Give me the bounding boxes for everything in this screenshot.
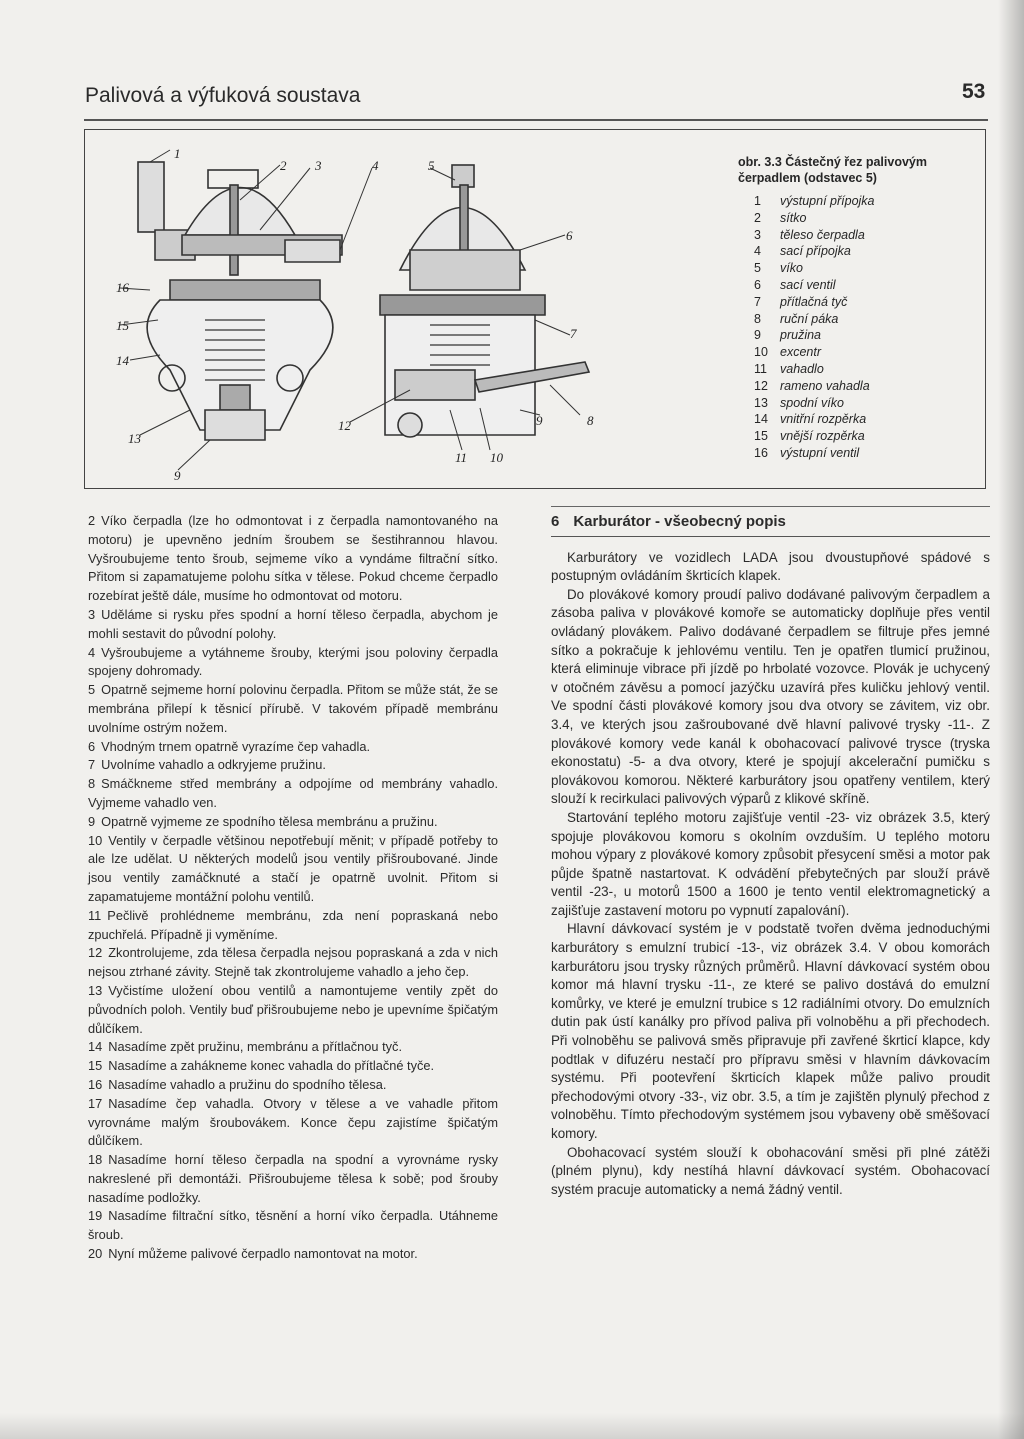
- step-number: 9: [88, 813, 96, 829]
- step-number: 11: [88, 907, 102, 923]
- running-header-title: Palivová a výfuková soustava: [85, 84, 361, 107]
- legend-text: rameno vahadla: [780, 378, 870, 393]
- section-heading: [551, 513, 990, 532]
- section-top-rule: [551, 506, 990, 507]
- legend-text: víko: [780, 261, 803, 276]
- header-rule: [84, 119, 988, 121]
- step-text: Zkontrolujeme, zda tělesa čerpadla nejsou popraskaná a zda v nich nejsou ztrhané závity. Stejně tak zkontrolujeme vahadlo a jeho čep.: [88, 945, 498, 980]
- legend-number: 15: [754, 429, 768, 444]
- step-text: Nyní můžeme palivové čerpadlo namontovat na motor.: [108, 1246, 418, 1262]
- step-text: Nasadíme vahadlo a pružinu do spodního tělesa.: [108, 1076, 387, 1092]
- step-number: 3: [88, 606, 96, 622]
- step-number: 12: [88, 945, 103, 961]
- body-paragraph: Karburátory ve vozidlech LADA jsou dvoustupňové spádové s postupným ovládáním škrticích klapek.: [551, 549, 990, 584]
- figure-legend: [754, 193, 954, 462]
- legend-item: [754, 311, 954, 328]
- legend-number: 8: [754, 311, 761, 326]
- step-number: 14: [88, 1039, 103, 1055]
- right-pump-section: [380, 165, 589, 437]
- callout-label: 11: [455, 450, 468, 465]
- callout-label: 1: [174, 146, 181, 161]
- legend-item: [754, 193, 954, 210]
- step-number: 10: [88, 832, 103, 848]
- fuel-pump-cutaway-drawing: [110, 140, 610, 485]
- callout-label: 6: [566, 228, 573, 243]
- step-text: Uděláme si rysku přes spodní a horní těleso čerpadla, abychom je mohli sestavit do původní polohy.: [88, 606, 498, 641]
- step-text: Nasadíme zpět pružinu, membránu a přítlačnou tyč.: [108, 1039, 402, 1055]
- step-paragraph: [88, 982, 498, 1038]
- step-number: 18: [88, 1152, 103, 1168]
- body-paragraph: Hlavní dávkovací systém je v podstatě tvořen dvěma jednoduchými karburátory s emulzní trubicí -13-, viz obrázek 3.4. V obou komorách karburátoru jsou trysky různých průměrů. Hlavní dávkovací systém obou komor má hlavní trysku -11-, ze které se palivo dostává do emulzní komůrky, ve které je emulzní trubice s 12 radiálními otvory. Do emulzních dutin pak ústí kanálky pro přívod paliva při volnoběhu a při přechodech. Při volnoběhu se palivová směs připravuje při zavřené škrticí klapce, kdy podtlak v difuzéru nestačí pro přípravu směsi v hlavním dávkovacím systému. Při pootevření škrticích klapek může palivo proudit přechodovými otvory -33-, viz obr. 3.5, a tím je zajištěn plynulý přechod z volnoběhu. Tímto přechodovým systémem jsou vybaveny obě směšovací komory.: [551, 921, 990, 1141]
- callout-label: 14: [116, 353, 129, 368]
- step-paragraph: [88, 1095, 498, 1151]
- legend-text: vahadlo: [780, 361, 824, 376]
- callout-label: 13: [128, 431, 141, 446]
- step-text: Opatrně vyjmeme ze spodního tělesa membránu a pružinu.: [101, 813, 438, 829]
- legend-text: spodní víko: [780, 395, 844, 410]
- legend-item: [754, 395, 954, 412]
- figure-caption: obr. 3.3 Částečný řez palivovým čerpadlem (odstavec 5): [738, 155, 927, 185]
- step-paragraph: [88, 775, 498, 813]
- legend-number: 14: [754, 412, 768, 427]
- step-text: Nasadíme filtrační sítko, těsnění a horní víko čerpadla. Utáhneme šroub.: [88, 1208, 498, 1243]
- step-paragraph: [88, 832, 498, 907]
- legend-item: [754, 344, 954, 361]
- callout-label: 9: [536, 413, 543, 428]
- step-number: 15: [88, 1058, 103, 1074]
- step-text: Vhodným trnem opatrně vyrazíme čep vahadla.: [101, 738, 370, 754]
- legend-text: vnější rozpěrka: [780, 429, 865, 444]
- legend-text: sací ventil: [780, 277, 836, 292]
- step-number: 2: [88, 513, 96, 528]
- step-number: 6: [88, 738, 96, 754]
- legend-number: 11: [754, 361, 767, 376]
- legend-number: 10: [754, 345, 768, 360]
- callout-label: 10: [490, 450, 503, 465]
- legend-number: 3: [754, 227, 761, 242]
- legend-number: 4: [754, 244, 761, 259]
- legend-number: 1: [754, 194, 761, 208]
- callout-label: 2: [280, 158, 287, 173]
- body-paragraph: Startování teplého motoru zajišťuje ventil -23- viz obrázek 3.5, který spojuje plovákovou komoru s okolním ovzduším. U teplého motoru mohou výpary z plovákové komory způsobit přesycení směsi a motor pak půjde špatně nastartovat. K odvádění přebytečných par slouží právě ventil -23-, u motorů 1500 a 1600 je tento ventil elektromagnetický a zajišťuje zastavení motoru po vypnutí zapalování).: [551, 809, 990, 918]
- legend-item: [754, 361, 954, 378]
- step-paragraph: [88, 738, 498, 757]
- legend-item: [754, 428, 954, 445]
- callout-label: 9: [174, 468, 181, 483]
- legend-number: 12: [754, 378, 768, 393]
- legend-text: pružina: [780, 328, 821, 343]
- callout-label: 5: [428, 158, 435, 173]
- legend-item: [754, 294, 954, 311]
- step-number: 19: [88, 1208, 103, 1224]
- step-number: 20: [88, 1246, 103, 1262]
- step-text: Nasadíme horní těleso čerpadla na spodní a vyrovnáme rysky nakreslené při demontáži. Přišroubujeme tělesa k sobě; pod šrouby nasadíme podložky.: [88, 1152, 498, 1205]
- legend-text: sítko: [780, 210, 807, 225]
- callout-label: 7: [570, 326, 577, 341]
- step-text: Víko čerpadla (lze ho odmontovat i z čerpadla namontovaného na motoru) je upevněno jedním šroubem se šestihrannou hlavou. Vyšroubujeme tento šroub, sejmeme víko a vyndáme filtrační sítko. Přitom si zapamatujeme polohu sítka v tělese. Pokud chceme čerpadlo rozebírat ještě dále, musíme ho odmontovat od motoru.: [88, 513, 498, 604]
- step-text: Opatrně sejmeme horní polovinu čerpadla. Přitom se může stát, že se membrána přilepí k těsnicí přírubě. V takovém případě membránu uvolníme ostrým nožem.: [88, 682, 498, 735]
- page-edge-shadow: [998, 0, 1024, 1439]
- legend-number: 13: [754, 395, 768, 410]
- step-paragraph: [88, 606, 498, 644]
- step-paragraph: [88, 907, 498, 945]
- legend-text: výstupní ventil: [780, 445, 860, 460]
- legend-text: ruční páka: [780, 311, 839, 326]
- step-number: 4: [88, 644, 96, 660]
- step-number: 13: [88, 982, 103, 998]
- legend-item: [754, 327, 954, 344]
- step-paragraph: [88, 756, 498, 775]
- callout-label: 16: [116, 280, 129, 295]
- legend-text: těleso čerpadla: [780, 227, 865, 242]
- legend-text: výstupní přípojka: [780, 194, 875, 208]
- step-text: Vyčistíme uložení obou ventilů a namontujeme ventily zpět do původních poloh. Ventily buď přišroubujeme nebo je upevníme špičatým důlčíkem.: [88, 982, 498, 1036]
- page-bottom-shadow: [0, 1413, 1024, 1439]
- legend-item: [754, 260, 954, 277]
- step-paragraph: [88, 1038, 498, 1057]
- body-paragraph: Obohacovací systém slouží k obohacování směsi při plné zátěži (plném plynu), kdy nestíhá hlavní dávkovací systém. Obohacovací systém pracuje automaticky a nemá žádný ventil.: [551, 1144, 990, 1197]
- section-number: 6: [551, 513, 560, 530]
- step-paragraph: [88, 1076, 498, 1095]
- legend-item: [754, 445, 954, 462]
- step-paragraph: [88, 681, 498, 737]
- legend-item: [754, 277, 954, 294]
- section-title: Karburátor - všeobecný popis: [573, 513, 786, 530]
- legend-number: 6: [754, 277, 761, 292]
- step-number: 8: [88, 776, 96, 792]
- step-text: Nasadíme a zaháknemе konec vahadla do přítlačné tyče.: [108, 1058, 435, 1074]
- legend-number: 16: [754, 445, 768, 460]
- step-text: Pečlivě prohlédneme membránu, zda není popraskaná nebo zpuchřelá. Případně ji vyměníme.: [88, 907, 498, 942]
- callout-label: 4: [372, 158, 379, 173]
- step-text: Nasadíme čep vahadla. Otvory v tělese a ve vahadle přitom vyrovnáme malým šroubovákem. Konce čepu zajistíme špičatým důlčíkem.: [88, 1095, 498, 1149]
- step-text: Vyšroubujeme a vytáhneme šrouby, kterými jsou poloviny čerpadla spojeny dohromady.: [88, 644, 498, 679]
- callout-label: 8: [587, 413, 594, 428]
- step-number: 7: [88, 757, 96, 773]
- step-paragraph: [88, 1057, 498, 1076]
- legend-number: 2: [754, 210, 761, 225]
- legend-item: [754, 411, 954, 428]
- callout-label: 12: [338, 418, 351, 433]
- left-pump-section: [138, 162, 342, 440]
- legend-text: sací přípojka: [780, 244, 851, 259]
- legend-number: 9: [754, 328, 761, 343]
- section-bottom-rule: [551, 536, 990, 537]
- legend-item: [754, 378, 954, 395]
- right-column-section: [551, 506, 990, 1199]
- step-number: 16: [88, 1076, 103, 1092]
- step-text: Ventily v čerpadle většinou nepotřebují měnit; v případě potřeby to ale lze udělat. U některých modelů jsou ventily přišroubované. Jinde jsou ventily zamáčknuté a stačí je opatrně uvolnit. Přitom si zapamatujeme montážní polohu ventilů.: [88, 832, 498, 904]
- step-text: Smáčkneme střed membrány a odpojíme od membrány vahadlo. Vyjmeme vahadlo ven.: [88, 776, 498, 810]
- legend-text: vnitřní rozpěrka: [780, 412, 867, 427]
- legend-text: přítlačná tyč: [780, 294, 848, 309]
- step-paragraph: [88, 813, 498, 832]
- legend-item: [754, 243, 954, 260]
- step-text: Uvolníme vahadlo a odkryjeme pružinu.: [101, 757, 326, 773]
- step-paragraph: [88, 512, 498, 606]
- step-paragraph: [88, 1151, 498, 1207]
- legend-number: 7: [754, 294, 761, 309]
- callout-label: 3: [315, 158, 322, 173]
- legend-number: 5: [754, 261, 761, 276]
- legend-text: excentr: [780, 345, 821, 360]
- callout-label: 15: [116, 318, 129, 333]
- page-number: 53: [962, 80, 986, 103]
- body-paragraph: Do plovákové komory proudí palivo dodávané palivovým čerpadlem a zásoba paliva v plovákové komoře se automaticky doplňuje přes ventil ovládaný plovákem. Palivo dodávané čerpadlem se filtruje přes jemné sítko a pokračuje k jehlovému ventilu. Ten je opatřen tlumicí pružinou, která eliminuje vibrace při jízdě po hrbolaté vozovce. Plovák je uchycený v otočném závěsu a pomocí jazýčku uzavírá přes kuličku jehlový ventil. Ve spodní části plovákové komory jsou dva otvory se závitem, viz obr. 3.4, ve kterých jsou zašroubované dvě hlavní palivové trysky -11-. Z plovákové komory vede kanál k obohacovací palivové trysce (tryska ekonostatu) -5- a dva otvory, které je spojují akcelerační pumičku s plovákovou komorou. Některé karburátory jsou opatřeny ventilem, který slouží k recirkulaci palivových výparů z klikové skříně.: [551, 586, 990, 807]
- step-number: 5: [88, 682, 96, 698]
- step-paragraph: [88, 1245, 498, 1264]
- step-number: 17: [88, 1095, 103, 1111]
- step-paragraph: [88, 944, 498, 982]
- legend-item: [754, 210, 954, 227]
- legend-item: [754, 227, 954, 244]
- left-column-steps: [88, 512, 498, 1264]
- step-paragraph: [88, 1207, 498, 1245]
- step-paragraph: [88, 644, 498, 682]
